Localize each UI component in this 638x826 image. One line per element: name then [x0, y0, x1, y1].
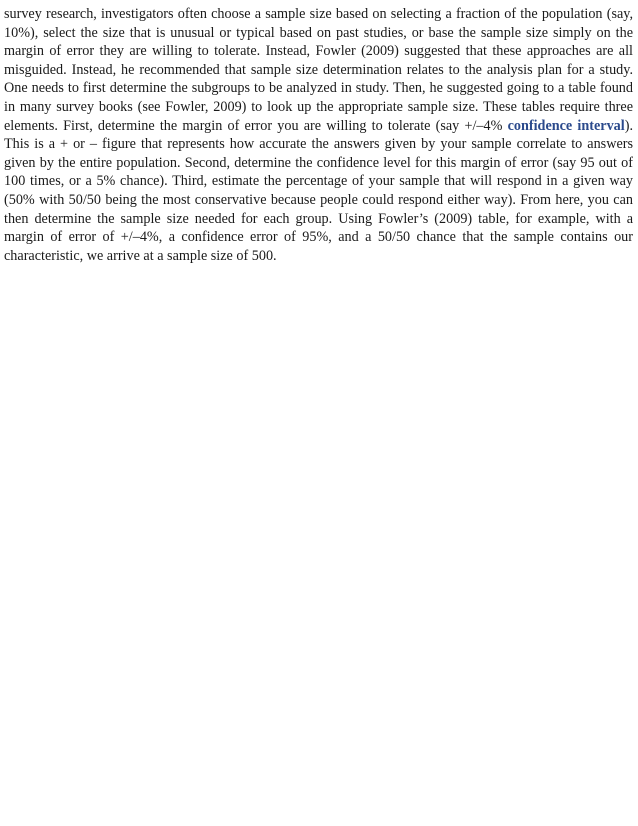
paragraph-text-after-link: ). This is a + or – figure that represents how accurate the answers given by your sample correlate to answers given by the entire population. Second, determine the confidence level for this margin of error (say 95 out of 100 times, or a 5% chance). Third, estimate the percentage of your sample that will respond in a given way (50% with 50/50 being the most conservative because people could respond either way). From here, you can then determine the sample size needed for each group. Using Fowler’s (2009) table, for example, with a margin of error of +/–4%, a confidence error of 95%, and a 50/50 chance that the sample contains our characteristic, we arrive at a sample size of 500. [4, 117, 633, 264]
paragraph-text-before-link: survey research, investigators often choose a sample size based on selecting a fraction of the population (say, 10%), select the size that is unusual or typical based on past studies, or base the sample size simply on the margin of error they are willing to tolerate. Instead, Fowler (2009) suggested that these approaches are all misguided. Instead, he recommended that sample size determination relates to the analysis plan for a study. One needs to first determine the subgroups to be analyzed in study. Then, he suggested going to a table found in many survey books (see Fowler, 2009) to look up the appropriate sample size. These tables require three elements. First, determine the margin of error you are willing to tolerate (say +/–4% [4, 6, 633, 134]
confidence-interval-link[interactable]: confidence interval [507, 117, 625, 134]
body-paragraph [4, 5, 633, 265]
